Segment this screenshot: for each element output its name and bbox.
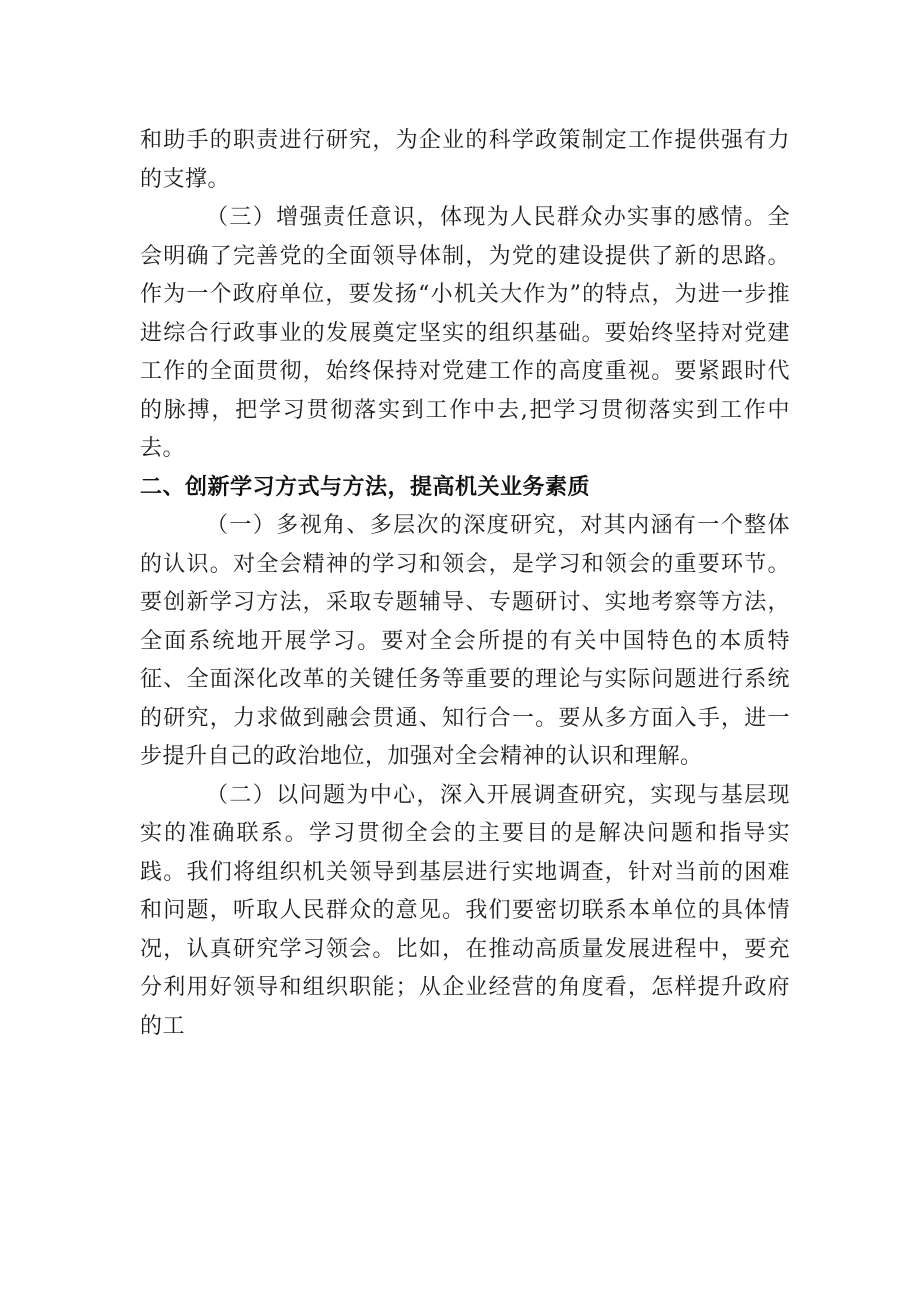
- paragraph-continuation: 和助手的职责进行研究，为企业的科学政策制定工作提供强有力的支撑。: [140, 128, 790, 192]
- section-heading-2: 二、创新学习方式与方法，提高机关业务素质: [140, 474, 591, 500]
- paragraph-subsection-1: （一）多视角、多层次的深度研究，对其内涵有一个整体的认识。对全会精神的学习和领会，是学习和领会的重要环节。要创新学习方法，采取专题辅导、专题研讨、实地考察等方法，全面系统地开展学习。要对全会所提的有关中国特色的本质特征、全面深化改革的关键任务等重要的理论与实际问题进行系统的研究，力求做到融会贯通、知行合一。要从多方面入手，进一步提升自己的政治地位，加强对全会精神的认识和理解。: [140, 513, 790, 769]
- paragraph-section-3: （三）增强责任意识，体现为人民群众办实事的感情。全会明确了完善党的全面领导体制，为党的建设提供了新的思路。作为一个政府单位，要发扬“小机关大作为”的特点，为进一步推进综合行政事业的发展奠定坚实的组织基础。要始终坚持对党建工作的全面贯彻，始终保持对党建工作的高度重视。要紧跟时代的脉搏，把学习贯彻落实到工作中去,把学习贯彻落实到工作中去。: [140, 205, 790, 461]
- document-body: [140, 122, 790, 1046]
- paragraph-subsection-2: （二）以问题为中心，深入开展调查研究，实现与基层现实的准确联系。学习贯彻全会的主要目的是解决问题和指导实践。我们将组织机关领导到基层进行实地调查，针对当前的困难和问题，听取人民群众的意见。我们要密切联系本单位的具体情况，认真研究学习领会。比如，在推动高质量发展进程中，要充分利用好领导和组织职能；从企业经营的角度看，怎样提升政府的工: [140, 782, 790, 1039]
